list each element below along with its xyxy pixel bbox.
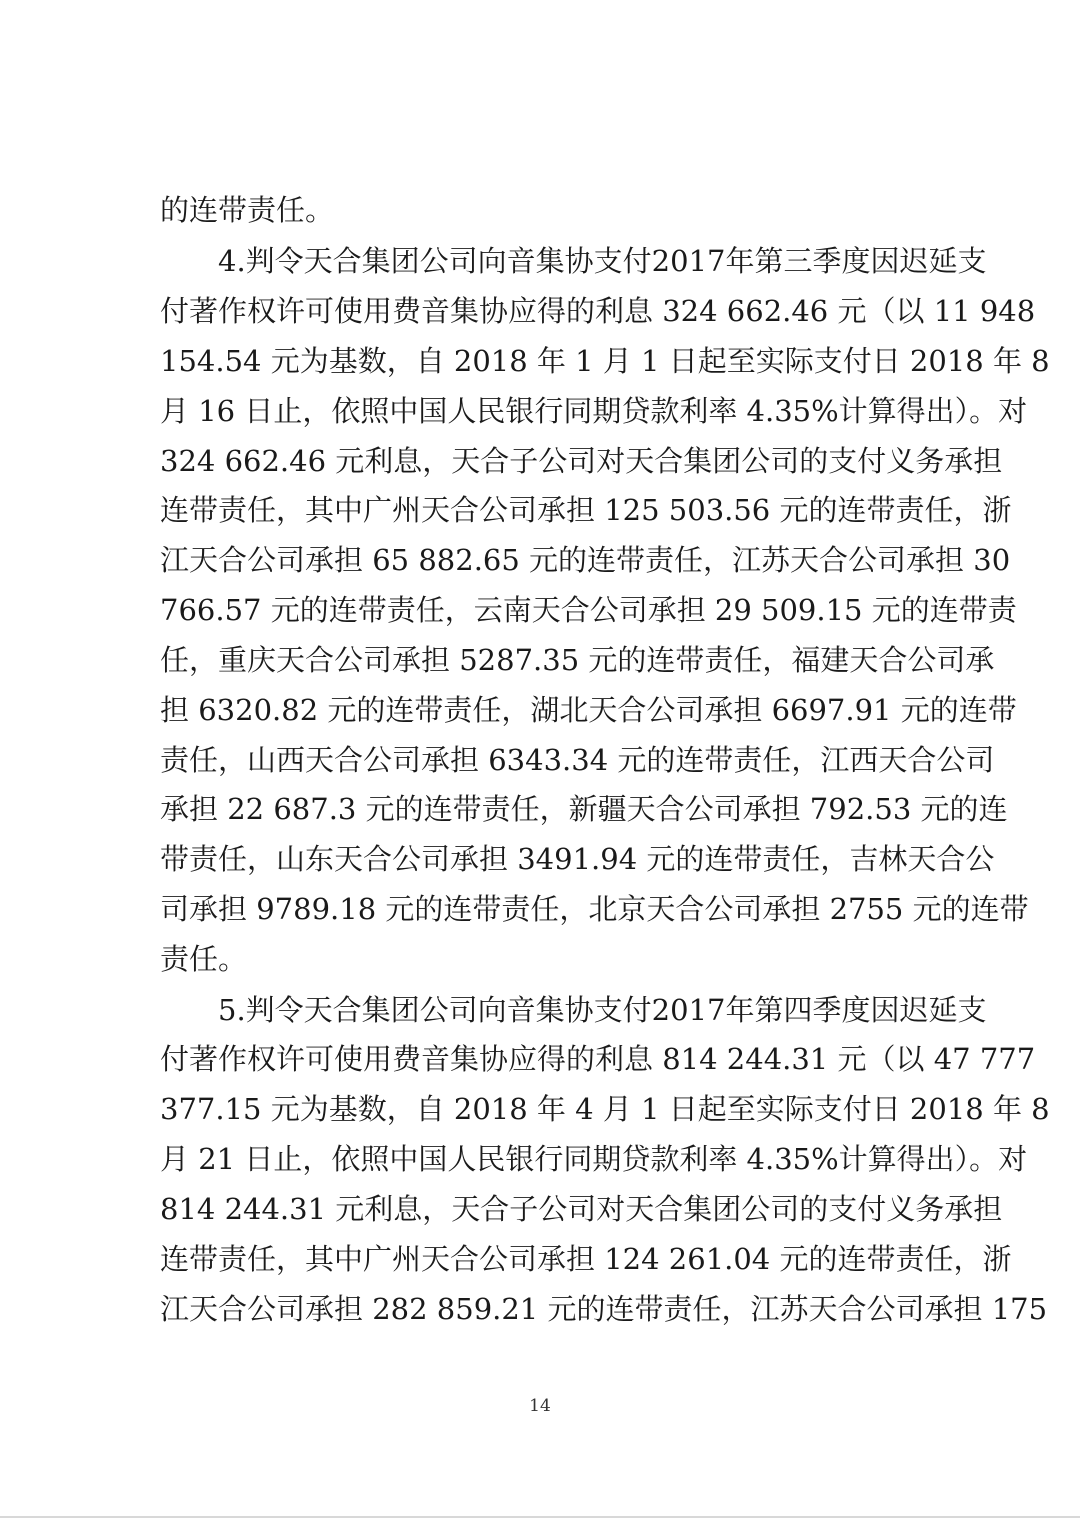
text-line-14: 带责任，山东天合公司承担 3491.94 元的连带责任，吉林天合公 bbox=[160, 842, 995, 876]
text-line-4: 154.54 元为基数，自 2018 年 1 月 1 日起至实际支付日 2018 年 8 bbox=[160, 344, 1050, 378]
text-line-22: 连带责任，其中广州天合公司承担 124 261.04 元的连带责任，浙 bbox=[160, 1242, 1012, 1276]
text-line-15: 司承担 9789.18 元的连带责任，北京天合公司承担 2755 元的连带 bbox=[160, 892, 1029, 926]
text-line-7: 连带责任，其中广州天合公司承担 125 503.56 元的连带责任，浙 bbox=[160, 493, 1012, 527]
text-line-1: 的连带责任。 bbox=[160, 193, 335, 227]
text-line-12: 责任，山西天合公司承担 6343.34 元的连带责任，江西天合公司 bbox=[160, 743, 995, 777]
text-line-9: 766.57 元的连带责任，云南天合公司承担 29 509.15 元的连带责 bbox=[160, 593, 1017, 627]
text-line-20: 月 21 日止，依照中国人民银行同期贷款利率 4.35%计算得出）。对 bbox=[160, 1142, 1028, 1176]
text-line-18: 付著作权许可使用费音集协应得的利息 814 244.31 元（以 47 777 bbox=[160, 1042, 1036, 1076]
text-line-23: 江天合公司承担 282 859.21 元的连带责任，江苏天合公司承担 175 bbox=[160, 1292, 1048, 1326]
text-line-5: 月 16 日止，依照中国人民银行同期贷款利率 4.35%计算得出）。对 bbox=[160, 394, 1028, 428]
text-line-17: 5.判令天合集团公司向音集协支付2017年第四季度因迟延支 bbox=[218, 993, 987, 1027]
text-line-10: 任，重庆天合公司承担 5287.35 元的连带责任，福建天合公司承 bbox=[160, 643, 995, 677]
text-line-2: 4.判令天合集团公司向音集协支付2017年第三季度因迟延支 bbox=[218, 244, 987, 278]
page-number: 14 bbox=[529, 1396, 551, 1416]
text-line-21: 814 244.31 元利息，天合子公司对天合集团公司的支付义务承担 bbox=[160, 1192, 1003, 1226]
text-line-8: 江天合公司承担 65 882.65 元的连带责任，江苏天合公司承担 30 bbox=[160, 543, 1011, 577]
text-line-13: 承担 22 687.3 元的连带责任，新疆天合公司承担 792.53 元的连 bbox=[160, 792, 1008, 826]
text-line-11: 担 6320.82 元的连带责任，湖北天合公司承担 6697.91 元的连带 bbox=[160, 693, 1017, 727]
text-line-19: 377.15 元为基数，自 2018 年 4 月 1 日起至实际支付日 2018 年 8 bbox=[160, 1092, 1050, 1126]
text-line-6: 324 662.46 元利息，天合子公司对天合集团公司的支付义务承担 bbox=[160, 444, 1003, 478]
text-line-16: 责任。 bbox=[160, 942, 248, 976]
page-bottom-edge bbox=[0, 1516, 1080, 1518]
text-line-3: 付著作权许可使用费音集协应得的利息 324 662.46 元（以 11 948 bbox=[160, 294, 1036, 328]
